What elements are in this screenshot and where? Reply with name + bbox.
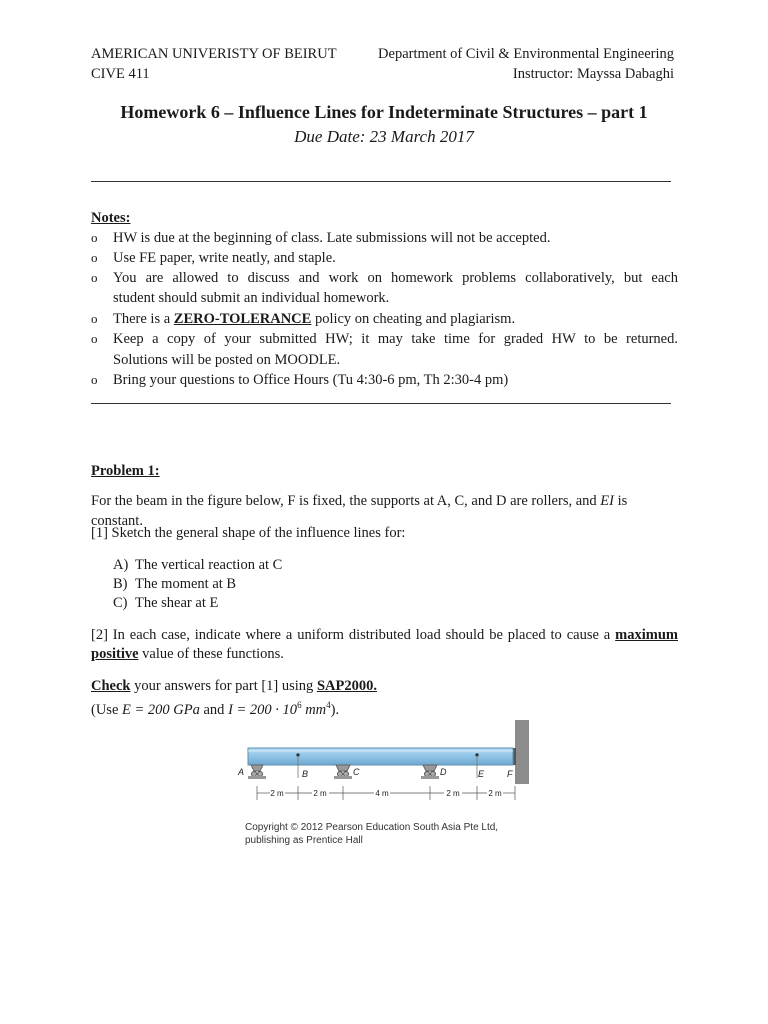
note-item: HW is due at the beginning of class. Late submissions will not be accepted. bbox=[113, 230, 551, 246]
point-label-a: A bbox=[238, 767, 245, 777]
list-item: The vertical reaction at C bbox=[135, 557, 283, 573]
note-item: You are allowed to discuss and work on homework problems collaboratively, but each bbox=[113, 270, 678, 286]
maximum-emphasis: maximum bbox=[615, 627, 678, 643]
list-item: The moment at B bbox=[135, 576, 237, 592]
bullet-icon: o bbox=[91, 270, 98, 285]
bullet-icon: o bbox=[91, 311, 98, 326]
point-label-f: F bbox=[507, 769, 513, 779]
divider-top bbox=[91, 181, 671, 182]
problem-intro: For the beam in the figure below, F is fixed, the supports at A, C, and D are rollers, and EI is constant. bbox=[91, 493, 628, 529]
bullet-icon: o bbox=[91, 331, 98, 346]
beam-figure bbox=[230, 718, 535, 810]
ei-symbol: EI bbox=[600, 493, 614, 509]
due-date: Due Date: 23 March 2017 bbox=[294, 127, 474, 146]
positive-emphasis: positive bbox=[91, 646, 139, 662]
sap2000-emphasis: SAP2000. bbox=[316, 678, 377, 694]
span-label-ef: 2 m bbox=[488, 789, 502, 798]
figure-copyright: Copyright © 2012 Pearson Education South Asia Pte Ltd, publishing as Prentice Hall bbox=[245, 822, 499, 846]
zero-tolerance-emphasis: ZERO-TOLERANCE bbox=[173, 311, 312, 327]
point-label-e: E bbox=[478, 769, 485, 779]
list-label: C) bbox=[113, 595, 128, 611]
part-2-prompt-line2: positive value of these functions. bbox=[91, 646, 284, 662]
note-item: Keep a copy of your submitted HW; it may take time for graded HW to be returned. bbox=[113, 331, 678, 347]
note-item-continuation: Solutions will be posted on MOODLE. bbox=[113, 352, 341, 368]
homework-title: Homework 6 – Influence Lines for Indeterminate Structures – part 1 bbox=[120, 102, 648, 122]
problem-heading: Problem 1: bbox=[91, 463, 160, 479]
point-label-d: D bbox=[440, 767, 447, 777]
list-item: The shear at E bbox=[135, 595, 219, 611]
bullet-icon: o bbox=[91, 372, 98, 387]
instructor-name: Instructor: Mayssa Dabaghi bbox=[512, 66, 674, 82]
span-label-bc: 2 m bbox=[313, 789, 327, 798]
roller-support-d bbox=[421, 765, 439, 779]
point-label-c: C bbox=[353, 767, 360, 777]
check-instruction: Check your answers for part [1] using SAP2000. bbox=[91, 678, 377, 694]
bullet-icon: o bbox=[91, 250, 98, 265]
note-item: Use FE paper, write neatly, and staple. bbox=[113, 250, 336, 266]
list-label: B) bbox=[113, 576, 128, 592]
roller-support-a bbox=[248, 765, 266, 779]
note-item-continuation: student should submit an individual homework. bbox=[113, 290, 390, 306]
note-item: There is a ZERO-TOLERANCE policy on cheating and plagiarism. bbox=[113, 311, 516, 327]
course-code: CIVE 411 bbox=[91, 66, 150, 82]
university-name: AMERICAN UNIVERISTY OF BEIRUT bbox=[91, 46, 337, 62]
part-2-prompt-line1: [2] In each case, indicate where a uniform distributed load should be placed to cause a maximum bbox=[91, 627, 678, 643]
bullet-icon: o bbox=[91, 230, 98, 245]
material-properties: (Use E = 200 GPa and $I = 200 \cdot 10^6$ $mm^4$). bbox=[91, 700, 340, 718]
point-label-b: B bbox=[302, 769, 309, 779]
note-item: Bring your questions to Office Hours (Tu 4:30-6 pm, Th 2:30-4 pm) bbox=[113, 372, 509, 388]
fixed-wall bbox=[515, 720, 529, 784]
span-label-ab: 2 m bbox=[270, 789, 284, 798]
span-label-cd: 4 m bbox=[375, 789, 389, 798]
roller-support-c bbox=[334, 765, 352, 779]
department-name: Department of Civil & Environmental Engineering bbox=[378, 46, 674, 62]
list-label: A) bbox=[113, 557, 129, 573]
notes-heading: Notes: bbox=[91, 210, 131, 226]
part-1-prompt: [1] Sketch the general shape of the influence lines for: bbox=[91, 525, 406, 541]
divider-bottom bbox=[91, 403, 671, 404]
span-label-de: 2 m bbox=[446, 789, 460, 798]
